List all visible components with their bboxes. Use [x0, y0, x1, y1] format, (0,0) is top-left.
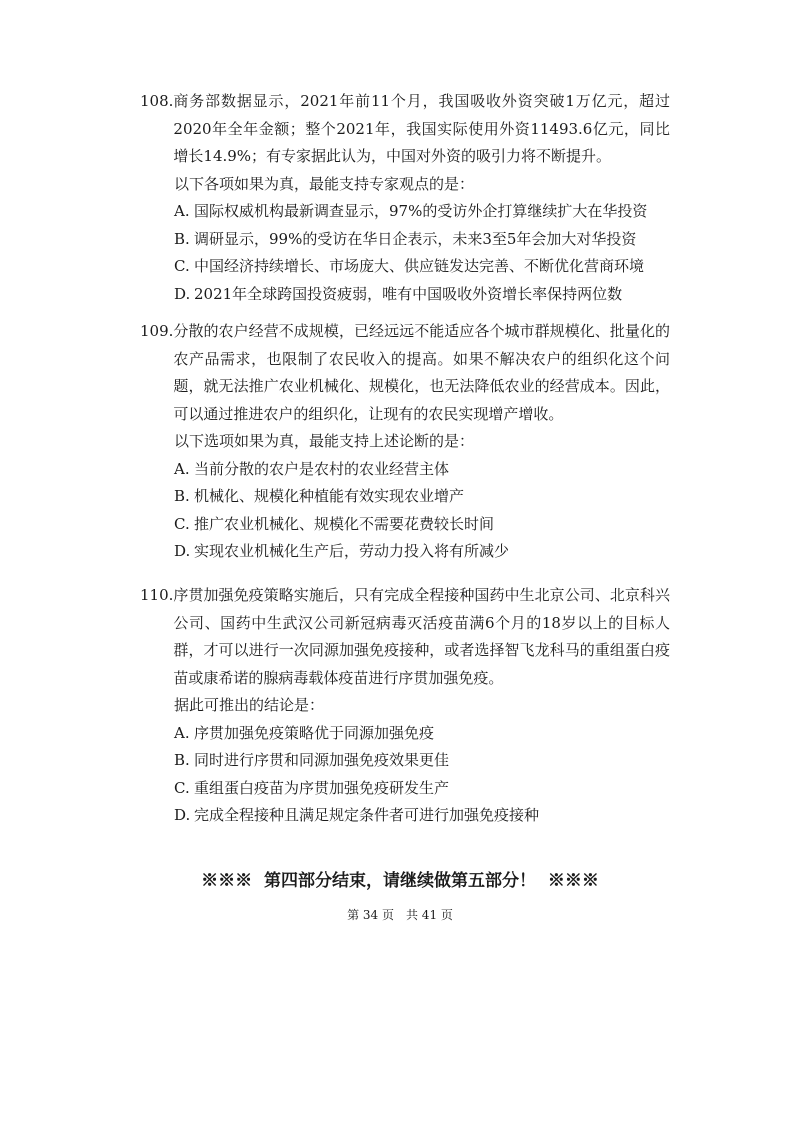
option-text: 实现农业机械化生产后，劳动力投入将有所减少 — [194, 542, 510, 560]
option-label: A. — [174, 202, 190, 220]
question-number: 109. — [140, 322, 174, 340]
option-text: 序贯加强免疫策略优于同源加强免疫 — [194, 723, 435, 742]
question-108 — [140, 88, 670, 308]
page-number: 第 34 页 共 41 页 — [347, 908, 453, 922]
question-number: 110. — [140, 586, 174, 604]
option-b — [174, 747, 670, 775]
option-c — [174, 775, 670, 803]
option-text: 重组蛋白疫苗为序贯加强免疫研发生产 — [194, 778, 450, 797]
option-text: 同时进行序贯和同源加强免疫效果更佳 — [194, 751, 450, 769]
question-stem: 分散的农户经营不成规模，已经远远不能适应各个城市群规模化、批量化的农产品需求，也限制了农民收入的提高。如果不解决农户的组织化这个问题，就无法推广农业机械化、规模化，也无法降低农业的经营成本。因此，可以通过推进农户的组织化，让现有的农民实现增产增收。 — [173, 322, 670, 423]
option-label: C. — [174, 778, 190, 797]
option-text: 当前分散的农户是农村的农业经营主体 — [194, 459, 450, 478]
option-d — [174, 538, 670, 566]
option-text: 2021年全球跨国投资疲弱，唯有中国吸收外资增长率保持两位数 — [194, 284, 623, 303]
decorative-symbols-right: ※※※ — [547, 871, 599, 891]
section-end-text: 第四部分结束，请继续做第五部分！ — [264, 871, 536, 891]
decorative-symbols-left: ※※※ — [201, 871, 253, 891]
option-label: C. — [174, 514, 190, 533]
option-label: D. — [174, 284, 191, 303]
question-prompt: 据此可推出的结论是： — [174, 696, 325, 714]
question-prompt: 以下各项如果为真，最能支持专家观点的是： — [174, 174, 475, 193]
option-b — [174, 483, 670, 511]
option-a — [174, 720, 670, 748]
question-number: 108. — [140, 92, 174, 110]
question-stem: 序贯加强免疫策略实施后，只有完成全程接种国药中生北京公司、北京科兴公司、国药中生武汉公司新冠病毒灭活疫苗满6个月的18岁以上的目标人群，才可以进行一次同源加强免疫接种，或者选择智飞龙科马的重组蛋白疫苗或康希诺的腺病毒载体疫苗进行序贯加强免疫。 — [173, 586, 670, 687]
option-text: 机械化、规模化种植能有效实现农业增产 — [194, 487, 465, 505]
option-label: D. — [174, 542, 191, 560]
option-label: C. — [174, 257, 190, 275]
option-a — [174, 198, 670, 226]
option-label: A. — [174, 459, 190, 478]
option-text: 中国经济持续增长、市场庞大、供应链发达完善、不断优化营商环境 — [194, 257, 645, 275]
option-text: 完成全程接种且满足规定条件者可进行加强免疫接种 — [194, 806, 540, 824]
option-b — [174, 226, 670, 254]
option-label: A. — [174, 723, 190, 742]
option-a — [174, 456, 670, 484]
option-text: 国际权威机构最新调查显示，97%的受访外企打算继续扩大在华投资 — [194, 202, 648, 220]
question-stem-row — [140, 582, 670, 692]
option-d — [174, 802, 670, 830]
option-label: B. — [174, 229, 190, 248]
option-label: B. — [174, 751, 190, 769]
option-c — [174, 511, 670, 539]
option-text: 推广农业机械化、规模化不需要花费较长时间 — [194, 514, 495, 533]
question-110 — [140, 582, 670, 830]
question-stem-row — [140, 88, 670, 171]
question-109 — [140, 318, 670, 566]
question-prompt: 以下选项如果为真，最能支持上述论断的是： — [174, 432, 475, 450]
question-stem: 商务部数据显示，2021年前11个月，我国吸收外资突破1万亿元，超过2020年全年金额；整个2021年，我国实际使用外资11493.6亿元，同比增长14.9%；有专家据此认为，中国对外资的吸引力将不断提升。 — [173, 92, 670, 165]
option-label: B. — [174, 487, 190, 505]
section-end-notice — [0, 866, 800, 891]
option-text: 调研显示，99%的受访在华日企表示，未来3至5年会加大对华投资 — [194, 229, 637, 248]
option-label: D. — [174, 806, 191, 824]
option-d — [174, 281, 670, 309]
question-stem-row — [140, 318, 670, 428]
option-c — [174, 253, 670, 281]
